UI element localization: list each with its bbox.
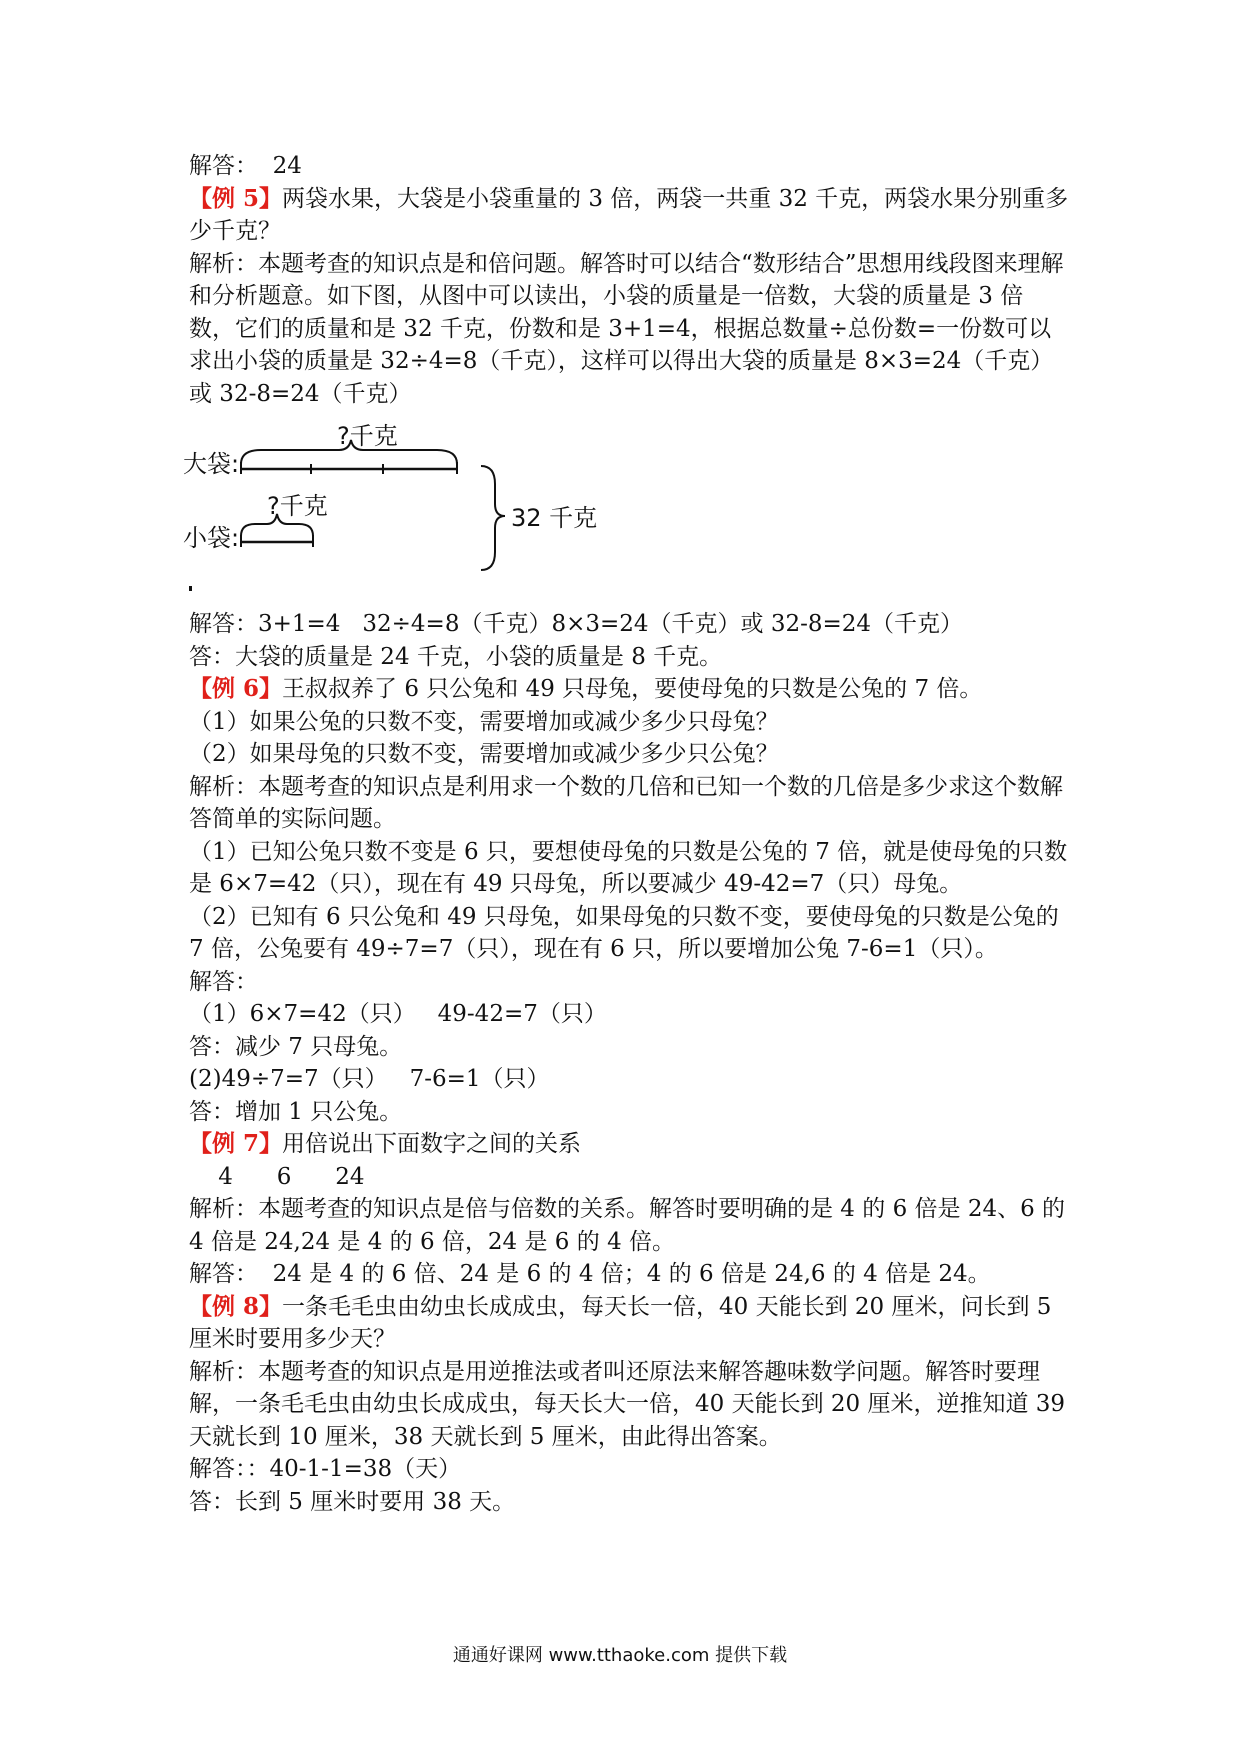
example-7-solution: 解答： 24 是 4 的 6 倍、24 是 6 的 4 倍；4 的 6 倍是 24,6 的 4 倍是 24。: [189, 1261, 991, 1287]
example-8-answer: 答：长到 5 厘米时要用 38 天。: [189, 1488, 516, 1515]
document-body: [183, 150, 1069, 1518]
example-8-analysis: 解析：本题考查的知识点是用逆推法或者叫还原法来解答趣味数学问题。解答时要理解，一条毛毛虫由幼虫长成成虫，每天长大一倍，40 天能长到 20 厘米，逆推知道 39 天就长到 10 厘米，38 天就长到 5 厘米，由此得出答案。: [189, 1358, 1066, 1450]
example-6-answer-2: 答：增加 1 只公兔。: [189, 1098, 403, 1125]
example-6-solution-head: 解答：: [189, 968, 258, 995]
example-7-numbers: 4 6 24: [189, 1163, 365, 1190]
small-bag-label: 小袋:: [183, 524, 240, 552]
example-6-a1: （1）已知公兔只数不变是 6 只，要想使母兔的只数是公兔的 7 倍，就是使母兔的只数是 6×7=42（只），现在有 49 只母兔，所以要减少 49-42=7（只）母兔。: [189, 838, 1068, 897]
big-bag-unit: ?千克: [337, 422, 398, 450]
example-5-solution: 解答：3+1=4 32÷4=8（千克）8×3=24（千克）或 32-8=24（千克）: [189, 611, 964, 637]
total-weight-label: 32 千克: [511, 504, 598, 532]
example-6-solution-1: （1）6×7=42（只） 49-42=7（只）: [189, 1001, 607, 1027]
small-bag-unit: ?千克: [267, 492, 328, 520]
example-6-q1: （1）如果公兔的只数不变，需要增加或减少多少只母兔？: [189, 708, 779, 735]
example-5-analysis: 解析：本题考查的知识点是和倍问题。解答时可以结合“数形结合”思想用线段图来理解和分析题意。如下图，从图中可以读出，小袋的质量是一倍数，大袋的质量是 3 倍数，它们的质量和是 32 千克，份数和是 3+1=4，根据总数量÷总份数=一份数可以求出小袋的质量是 32÷4=8（千克），这样可以得出大袋的质量是 8×3=24（千克）或 32-8=24（千克）: [189, 250, 1064, 407]
example-7-analysis: 解析：本题考查的知识点是倍与倍数的关系。解答时要明确的是 4 的 6 倍是 24、6 的 4 倍是 24,24 是 4 的 6 倍，24 是 6 的 4 倍。: [189, 1196, 1066, 1255]
example-6-answer-1: 答：减少 7 只母兔。: [189, 1033, 403, 1060]
example-6-analysis: 解析：本题考查的知识点是利用求一个数的几倍和已知一个数的几倍是多少求这个数解答简单的实际问题。: [189, 773, 1063, 832]
example-5-answer: 答：大袋的质量是 24 千克，小袋的质量是 8 千克。: [189, 643, 723, 670]
example-6-solution-2: (2)49÷7=7（只） 7-6=1（只）: [189, 1066, 550, 1092]
example-6-text: 王叔叔养了 6 只公兔和 49 只母兔，要使母兔的只数是公兔的 7 倍。: [282, 676, 983, 702]
line-segment-diagram: [183, 422, 1069, 594]
example-7-question: [189, 1128, 1069, 1161]
example-8-tag: 【例 8】: [189, 1292, 283, 1320]
example-8-text: 一条毛毛虫由幼虫长成成虫，每天长一倍，40 天能长到 20 厘米，问长到 5 厘米时要用多少天？: [189, 1293, 1052, 1352]
example-8-solution: 解答：：40-1-1=38（天）: [189, 1456, 462, 1482]
example-7-tag: 【例 7】: [189, 1130, 283, 1157]
example-6-question: [189, 673, 1069, 706]
page-footer: 通通好课网 www.tthaoke.com 提供下载: [452, 1645, 788, 1666]
example-5-tag: 【例 5】: [189, 184, 283, 212]
answer-line: 解答： 24: [189, 153, 302, 179]
example-6-tag: 【例 6】: [189, 675, 283, 702]
big-bag-label: 大袋:: [183, 450, 240, 478]
example-8-question: [189, 1291, 1069, 1356]
example-5-question: [189, 183, 1069, 248]
example-6-q2: （2）如果母兔的只数不变，需要增加或减少多少只公兔？: [189, 741, 779, 767]
example-5-text: 两袋水果，大袋是小袋重量的 3 倍，两袋一共重 32 千克，两袋水果分别重多少千克？: [189, 185, 1069, 244]
example-6-a2: （2）已知有 6 只公兔和 49 只母兔，如果母兔的只数不变，要使母兔的只数是公兔的 7 倍，公兔要有 49÷7=7（只），现在有 6 只，所以要增加公兔 7-6=1（只）。: [189, 903, 1059, 962]
example-7-text: 用倍说出下面数字之间的关系: [282, 1131, 582, 1157]
